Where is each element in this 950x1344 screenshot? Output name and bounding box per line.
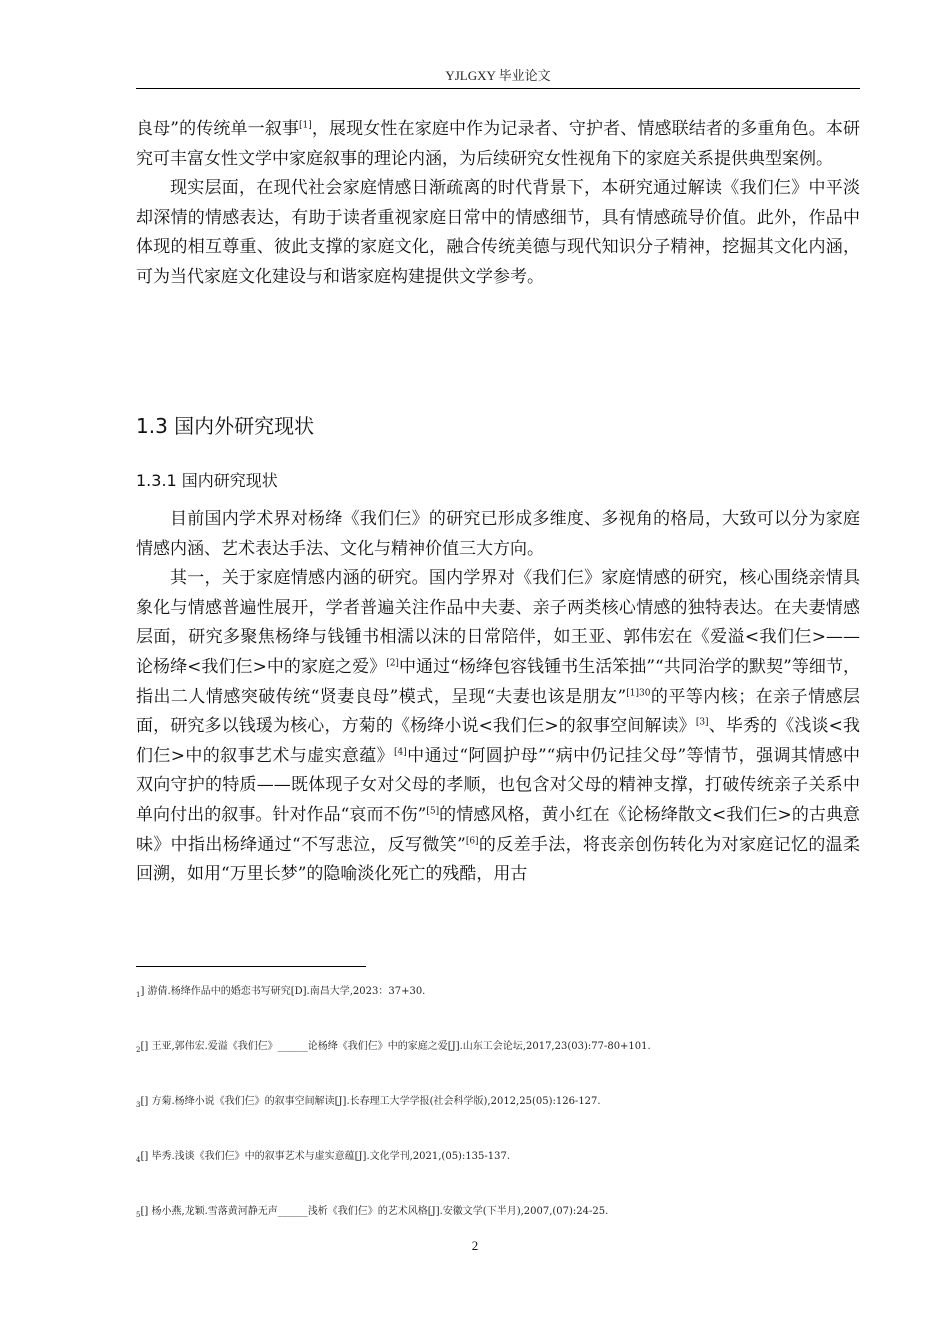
footnote-number: 3 [136, 1101, 141, 1109]
paragraph-intro: 目前国内学术界对杨绛《我们仨》的研究已形成多维度、多视角的格局，大致可以分为家庭情感内涵、艺术表达手法、文化与精神价值三大方向。 [136, 509, 860, 559]
body-top [136, 115, 860, 293]
footnote-text: [] 杨小燕,龙颖.雪落黄河静无声______浅析《我们仨》的艺术风格[J].安徽文学(下半月),2007,(07):24-25. [140, 1206, 609, 1217]
paragraph-text: 的情感风格，黄小红在《论杨绛散文<我们仨>的古典意味》中指出杨绛通过“不写悲泣，反写微笑” [136, 804, 860, 855]
citation-ref: [1] [299, 120, 312, 131]
paragraph-text: 良母”的传统单一叙事 [136, 119, 300, 139]
citation-ref: [1]30 [626, 687, 651, 698]
citation-ref: [6] [465, 835, 479, 846]
footnote-text: [] 毕秀.浅谈《我们仨》中的叙事艺术与虚实意蕴[J].文化学刊,2021,(05):135-137. [140, 1151, 511, 1162]
paragraph-family-emotion [136, 564, 860, 890]
citation-ref: [3] [695, 717, 709, 728]
paragraph-text: 、毕秀的《浅谈<我们仨>中的叙事艺术与虚实意蕴》 [136, 716, 860, 766]
subsection-heading: 1.3.1 国内研究现状 [136, 471, 278, 490]
page-header: YJLGXY 毕业论文 [445, 68, 551, 83]
body-main [136, 505, 860, 890]
header-divider [136, 88, 860, 89]
section-heading: 1.3 国内外研究现状 [136, 414, 315, 438]
footnote-1 [136, 982, 860, 999]
citation-ref: [5] [426, 806, 440, 817]
footnote-4 [136, 1147, 860, 1164]
citation-ref: [4] [394, 747, 407, 758]
footnote-text: [] 方菊.杨绛小说《我们仨》的叙事空间解读[J].长春理工大学学报(社会科学版),2012,25(05):126-127. [140, 1096, 601, 1107]
paragraph-significance-continued [136, 115, 860, 174]
footnote-divider [136, 966, 366, 967]
paragraph-text: 的反差手法，将丧亲创伤转化为对家庭记忆的温柔回溯，如用“万里长梦”的隐喻淡化死亡的残酷，用古 [136, 834, 860, 885]
paragraph-text: 中通过“阿圆护母”“病中仍记挂父母”等情节，强调其情感中双向守护的特质——既体现子女对父母的孝顺，也包含对父母的精神支撑，打破传统亲子关系中单向付出的叙事。针对作品“哀而不伤” [136, 745, 860, 825]
page-number: 2 [471, 1238, 479, 1253]
footnote-text: [] 王亚,郭伟宏.爱溢《我们仨》______论杨绛《我们仨》中的家庭之爱[J].山东工会论坛,2017,23(03):77-80+101. [140, 1041, 651, 1052]
paragraph-text: 的平等内核；在亲子情感层面，研究多以钱瑗为核心，方菊的《杨绛小说<我们仨>的叙事空间解读》 [136, 686, 861, 737]
footnote-number: 1 [136, 991, 141, 999]
footnote-text: ] 游倩.杨绛作品中的婚恋书写研究[D].南昌大学,2023：37+30. [140, 986, 426, 997]
footnote-number: 5 [136, 1211, 141, 1219]
footnote-2 [136, 1037, 860, 1054]
paragraph-text: ，展现女性在家庭中作为记录者、守护者、情感联结者的多重角色。本研究可丰富女性文学中家庭叙事的理论内涵，为后续研究女性视角下的家庭关系提供典型案例。 [136, 119, 860, 169]
citation-ref: [2] [386, 658, 399, 669]
footnote-5 [136, 1202, 860, 1219]
paragraph-text: 中通过“杨绛包容钱锺书生活笨拙”“共同治学的默契”等细节，指出二人情感突破传统“贤妻良母”模式，呈现“夫妻也该是朋友” [136, 656, 860, 707]
footnote-number: 2 [136, 1046, 141, 1054]
footnote-3 [136, 1092, 860, 1109]
paragraph-practical: 现实层面，在现代社会家庭情感日渐疏离的时代背景下，本研究通过解读《我们仨》中平淡却深情的情感表达，有助于读者重视家庭日常中的情感细节，具有情感疏导价值。此外，作品中体现的相互尊重、彼此支撑的家庭文化，融合传统美德与现代知识分子精神，挖掘其文化内涵，可为当代家庭文化建设与和谐家庭构建提供文学参考。 [136, 178, 860, 287]
paragraph-text: 其一，关于家庭情感内涵的研究。国内学界对《我们仨》家庭情感的研究，核心围绕亲情具象化与情感普遍性展开，学者普遍关注作品中夫妻、亲子两类核心情感的独特表达。在夫妻情感层面，研究多聚焦杨绛与钱锺书相濡以沫的日常陪伴，如王亚、郭伟宏在《爱溢<我们仨>——论杨绛<我们仨>中的家庭之爱》 [136, 568, 860, 677]
footnote-number: 4 [136, 1156, 141, 1164]
